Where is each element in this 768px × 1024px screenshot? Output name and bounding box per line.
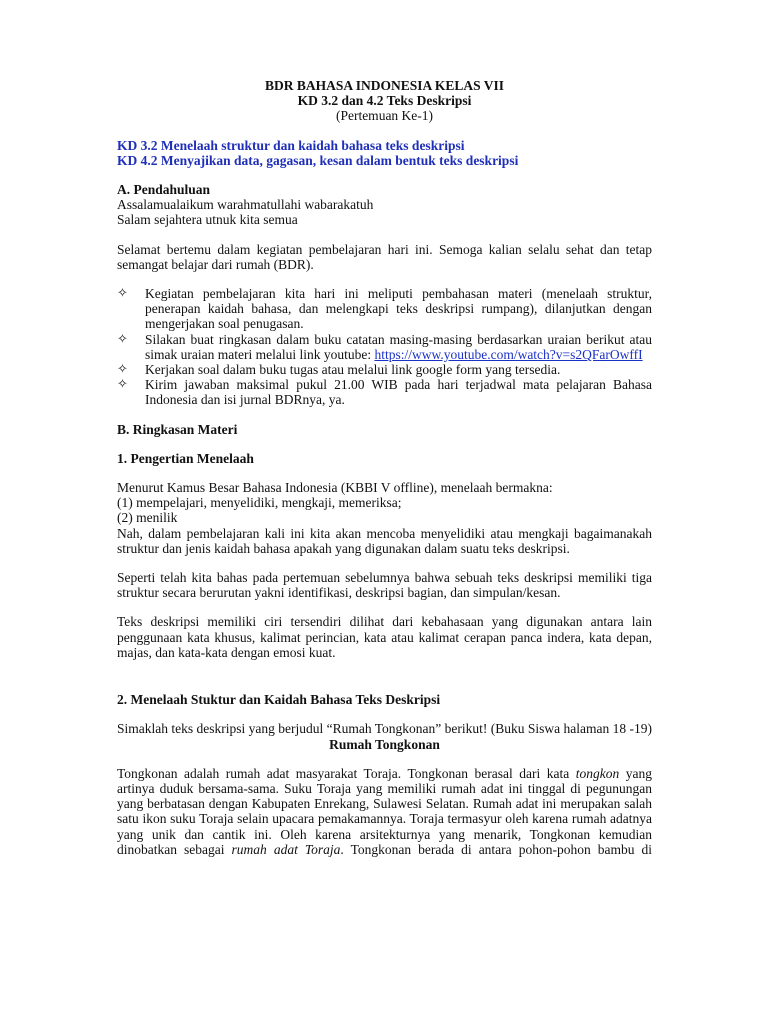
story-paragraph: Tongkonan adalah rumah adat masyarakat Toraja. Tongkonan berasal dari kata tongkon yang artinya duduk bersama-sama. Suku Toraja yang memiliki rumah adat ini tinggal di pegunungan yang berbatasan dengan Kabupaten Enrekang, Sulawesi Selatan. Rumah adat ini merupakan salah satu ikon suku Toraja selain upacara pemakamannya. Toraja termasyur oleh karena rumah adatnya yang unik dan cantik ini. Oleh karena arsitekturnya yang menarik, Tongkonan kemudian dinobatkan sebagai rumah adat Toraja. Tongkonan berada di antara pohon-pohon bambu di [117,765,653,857]
paragraph-nah: Nah, dalam pembelajaran kali ini kita akan mencoba menyelidiki atau mengkaji bagaimanakah struktur dan jenis kaidah bahasa apakah yang digunakan dalam suatu teks deskripsi. [117,525,652,556]
diamond-star-icon: ✧ [117,286,128,302]
list-item: ✧ Silakan buat ringkasan dalam buku catatan masing-masing berdasarkan uraian berikut atau simak uraian materi melalui link youtube: https://www.youtube.com/watch?v=s2QFarOwffI [117,331,652,362]
story-title: Rumah Tongkonan [329,736,440,752]
meeting-label: (Pertemuan Ke-1) [335,108,434,124]
paragraph-simaklah: Simaklah teks deskripsi yang berjudul “Rumah Tongkonan” berikut! (Buku Siswa halaman 18 -19) [117,721,652,737]
intro-paragraph: Selamat bertemu dalam kegiatan pembelajaran hari ini. Semoga kalian selalu sehat dan tetap semangat belajar dari rumah (BDR). [117,241,652,272]
instruction-list [117,286,652,408]
list-item: ✧ Kegiatan pembelajaran kita hari ini meliputi pembahasan materi (menelaah struktur, penerapan kaidah bahasa, dan melengkapi teks deskripsi rumpang), dilanjutkan dengan mengerjakan soal penugasan. [117,286,652,332]
list-item: ✧ Kerjakan soal dalam buku tugas atau melalui link google form yang tersedia. [117,362,561,378]
diamond-star-icon: ✧ [117,377,128,393]
paragraph-struktur: Seperti telah kita bahas pada pertemuan sebelumnya bahwa sebuah teks deskripsi memiliki tiga struktur secara berurutan yakni identifikasi, deskripsi bagian, dan simpulan/kesan. [117,570,652,601]
definition-2: (2) menilik [117,510,178,526]
subsection-1-heading: 1. Pengertian Menelaah [117,450,254,466]
list-item: ✧ Kirim jawaban maksimal pukul 21.00 WIB pada hari terjadwal mata pelajaran Bahasa Indonesia dan isi jurnal BDRnya, ya. [117,377,652,408]
greeting-line-1: Assalamualaikum warahmatullahi wabarakatuh [117,197,374,213]
section-a-heading: A. Pendahuluan [117,182,211,198]
document-title: BDR BAHASA INDONESIA KELAS VII [264,78,505,93]
kd-3-2: KD 3.2 Menelaah struktur dan kaidah bahasa teks deskripsi [117,137,465,153]
greeting-line-2: Salam sejahtera utnuk kita semua [117,212,298,228]
document-subtitle: KD 3.2 dan 4.2 Teks Deskripsi [297,93,472,109]
youtube-link[interactable]: https://www.youtube.com/watch?v=s2QFarOwffI [374,346,643,362]
document-page [117,78,652,857]
diamond-star-icon: ✧ [117,362,128,378]
section-b-heading: B. Ringkasan Materi [117,421,238,437]
kd-4-2: KD 4.2 Menyajikan data, gagasan, kesan dalam bentuk teks deskripsi [117,152,519,168]
paragraph-ciri: Teks deskripsi memiliki ciri tersendiri dilihat dari kebahasaan yang digunakan antara lain penggunaan kata khusus, kalimat perincian, kata atau kalimat cerapan panca indera, kata depan, majas, dan kata-kata dengan emosi kuat. [117,614,652,660]
definition-1: (1) mempelajari, menyelidiki, mengkaji, memeriksa; [117,495,402,511]
diamond-star-icon: ✧ [117,331,128,347]
kbbi-paragraph: Menurut Kamus Besar Bahasa Indonesia (KBBI V offline), menelaah bermakna: [117,480,553,496]
subsection-2-heading: 2. Menelaah Stuktur dan Kaidah Bahasa Teks Deskripsi [117,692,441,708]
